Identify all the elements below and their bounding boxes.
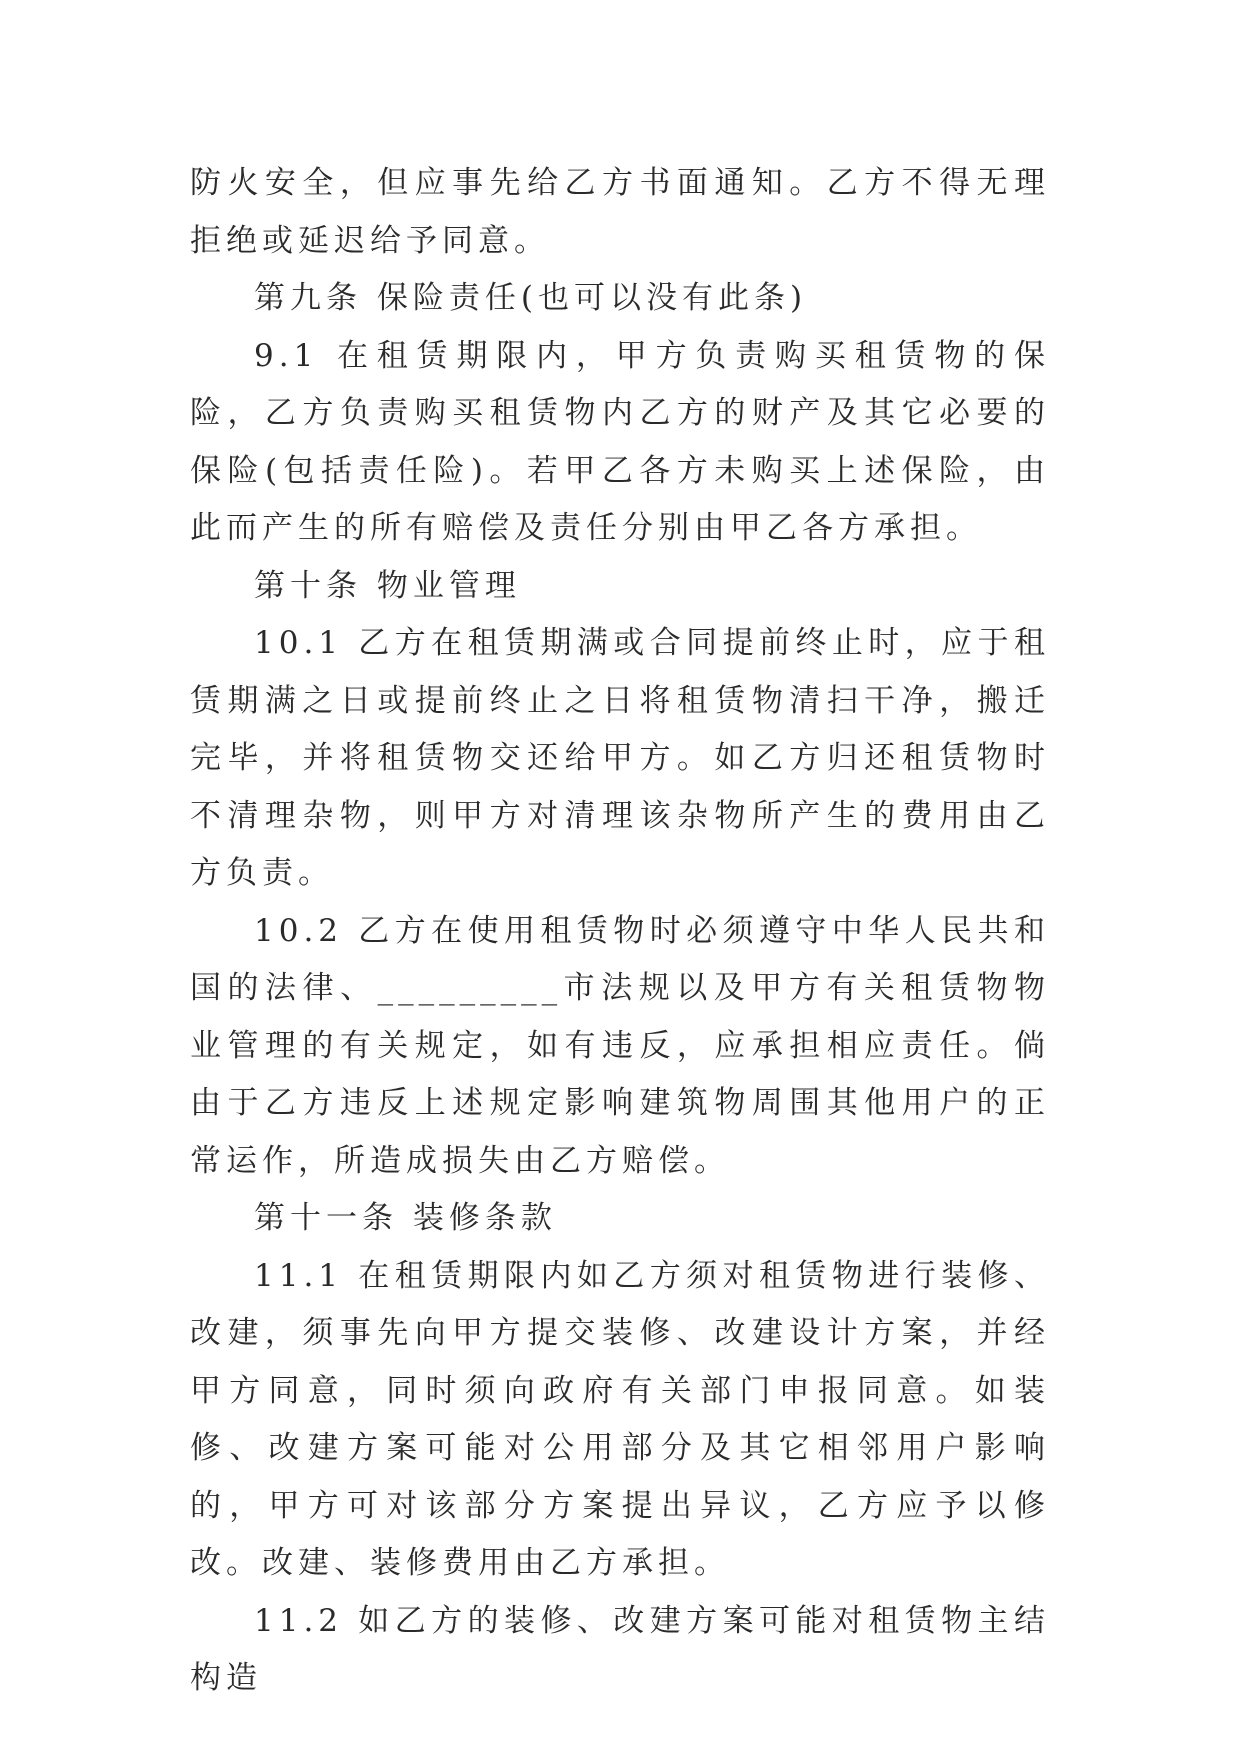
paragraph-fire-safety: 防火安全，但应事先给乙方书面通知。乙方不得无理拒绝或延迟给予同意。 xyxy=(190,165,1050,259)
clause-11-1: 11.1 在租赁期限内如乙方须对租赁物进行装修、改建，须事先向甲方提交装修、改建设计方案，并经甲方同意，同时须向政府有关部门申报同意。如装修、改建方案可能对公用部分及其它相邻用户影响的，甲方可对该部分方案提出异议，乙方应予以修改。改建、装修费用由乙方承担。 xyxy=(190,1257,1050,1581)
clause-9-1: 9.1 在租赁期限内，甲方负责购买租赁物的保险，乙方负责购买租赁物内乙方的财产及其它必要的保险(包括责任险)。若甲乙各方未购买上述保险，由此而产生的所有赔偿及责任分别由甲乙各方承担。 xyxy=(190,337,1050,546)
clause-10-2: 10.2 乙方在使用租赁物时必须遵守中华人民共和国的法律、_________市法规以及甲方有关租赁物物业管理的有关规定，如有违反，应承担相应责任。倘由于乙方违反上述规定影响建筑物周围其他用户的正常运作，所造成损失由乙方赔偿。 xyxy=(190,912,1050,1179)
document-body xyxy=(190,155,1050,1708)
article-9-heading: 第九条 保险责任(也可以没有此条) xyxy=(254,280,808,316)
clause-11-2: 11.2 如乙方的装修、改建方案可能对租赁物主结构造 xyxy=(190,1602,1050,1696)
article-10-heading: 第十条 物业管理 xyxy=(254,567,521,604)
clause-10-1: 10.1 乙方在租赁期满或合同提前终止时，应于租赁期满之日或提前终止之日将租赁物清扫干净，搬迁完毕，并将租赁物交还给甲方。如乙方归还租赁物时不清理杂物，则甲方对清理该杂物所产生的费用由乙方负责。 xyxy=(190,625,1050,891)
article-11-heading: 第十一条 装修条款 xyxy=(254,1200,557,1236)
